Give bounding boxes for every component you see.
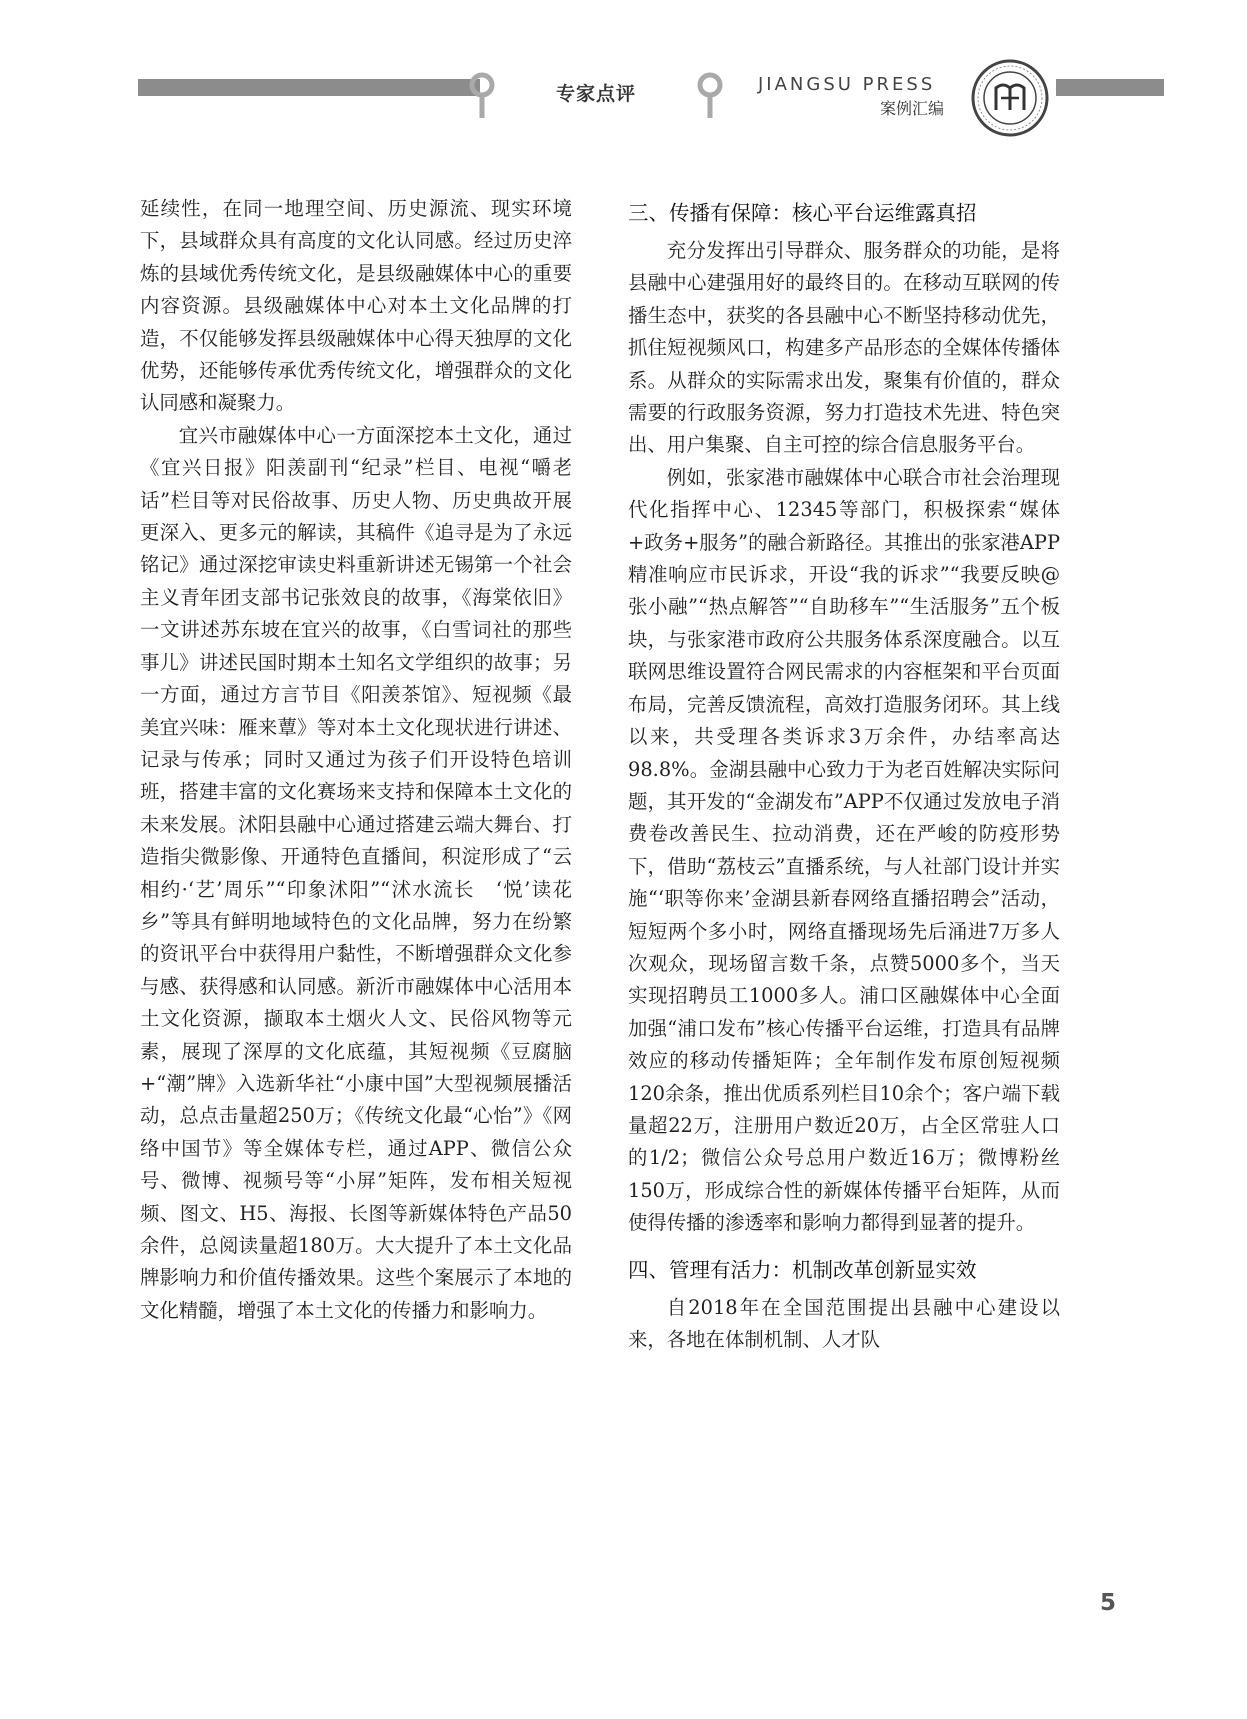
press-name: JIANGSU PRESS: [758, 74, 936, 95]
location-pin-icon: [696, 72, 724, 118]
paragraph: 宜兴市融媒体中心一方面深挖本土文化，通过《宜兴日报》阳羡副刊“纪录”栏目、电视“嚼老话”栏目等对民俗故事、历史人物、历史典故开展更深入、更多元的解读，其稿件《追寻是为了永远铭记》通过深挖审读史料重新讲述无锡第一个社会主义青年团支部书记张效良的故事，《海棠依旧》一文讲述苏东坡在宜兴的故事，《白雪词社的那些事儿》讲述民国时期本土知名文学组织的故事；另一方面，通过方言节目《阳羡茶馆》、短视频《最美宜兴味：雁来蕈》等对本土文化现状进行讲述、记录与传承；同时又通过为孩子们开设特色培训班，搭建丰富的文化赛场来支持和保障本土文化的未来发展。沭阳县融中心通过搭建云端大舞台、打造指尖微影像、开通特色直播间，积淀形成了“云相约·‘艺’周乐”“印象沭阳”“沭水流长 ‘悦’读花乡”等具有鲜明地域特色的文化品牌，努力在纷繁的资讯平台中获得用户黏性，不断增强群众文化参与感、获得感和认同感。新沂市融媒体中心活用本土文化资源，撷取本土烟火人文、民俗风物等元素，展现了深厚的文化底蕴，其短视频《豆腐脑+“潮”牌》入选新华社“小康中国”大型视频展播活动，总点击量超250万；《传统文化最“心怡”》《网络中国节》等全媒体专栏，通过APP、微信公众号、微博、视频号等“小屏”矩阵，发布相关短视频、图文、H5、海报、长图等新媒体特色产品50余件，总阅读量超180万。大大提升了本土文化品牌影响力和价值传播效果。这些个案展示了本地的文化精髓，增强了本土文化的传播力和影响力。: [140, 423, 572, 1322]
section-heading: 四、管理有活力：机制改革创新显实效: [628, 1257, 977, 1282]
section-heading: 三、传播有保障：核心平台运维露真招: [628, 201, 977, 225]
section-label: 专家点评: [556, 83, 637, 105]
header-bar-left: [138, 79, 480, 96]
left-column: [140, 193, 572, 1327]
paragraph: 例如，张家港市融媒体中心联合市社会治理现代化指挥中心、12345等部门，积极探索“媒体+政务+服务”的融合新路径。其推出的张家港APP精准响应市民诉求，开设“我的诉求”“我要反映@张小融”“热点解答”“自助移车”“生活服务”五个板块，与张家港市政府公共服务体系深度融合。以互联网思维设置符合网民需求的内容框架和平台页面布局，完善反馈流程，高效打造服务闭环。其上线以来，共受理各类诉求3万余件，办结率高达98.8%。金湖县融中心致力于为老百姓解决实际问题，其开发的“金湖发布”APP不仅通过发放电子消费卷改善民生、拉动消费，还在严峻的防疫形势下，借助“荔枝云”直播系统，与人社部门设计并实施“‘职等你来’金湖县新春网络直播招聘会”活动，短短两个多小时，网络直播现场先后涌进7万多人次观众，现场留言数千条，点赞5000多个，当天实现招聘员工1000多人。浦口区融媒体中心全面加强“浦口发布”核心传播平台运维，打造具有品牌效应的移动传播矩阵；全年制作发布原创短视频120余条，推出优质系列栏目10余个；客户端下载量超22万，注册用户数近20万，占全区常驻人口的1/2；微信公众号总用户数近16万；微博粉丝150万，形成综合性的新媒体传播平台矩阵，从而使得传播的渗透率和影响力都得到显著的提升。: [628, 465, 1060, 1235]
press-subtitle: 案例汇编: [880, 99, 945, 118]
header-bar-right: [1056, 79, 1164, 96]
page-number: 5: [1100, 1590, 1117, 1616]
paragraph: 充分发挥出引导群众、服务群众的功能，是将县融中心建强用好的最终目的。在移动互联网的传播生态中，获奖的各县融中心不断坚持移动优先，抓住短视频风口，构建多产品形态的全媒体传播体系。从群众的实际需求出发，聚集有价值的，群众需要的行政服务资源，努力打造技术先进、特色突出、用户集聚、自主可控的综合信息服务平台。: [628, 239, 1060, 457]
right-column: [628, 197, 1060, 1356]
paragraph: 自2018年在全国范围提出县融中心建设以来，各地在体制机制、人才队: [628, 1295, 1060, 1351]
association-seal-logo: [970, 58, 1050, 138]
paragraph: 延续性，在同一地理空间、历史源流、现实环境下，县域群众具有高度的文化认同感。经过历史淬炼的县域优秀传统文化，是县级融媒体中心的重要内容资源。县级融媒体中心对本土文化品牌的打造，不仅能够发挥县级融媒体中心得天独厚的文化优势，还能够传承优秀传统文化，增强群众的文化认同感和凝聚力。: [140, 197, 572, 415]
page-header: [0, 0, 1247, 150]
location-pin-icon: [468, 72, 496, 118]
